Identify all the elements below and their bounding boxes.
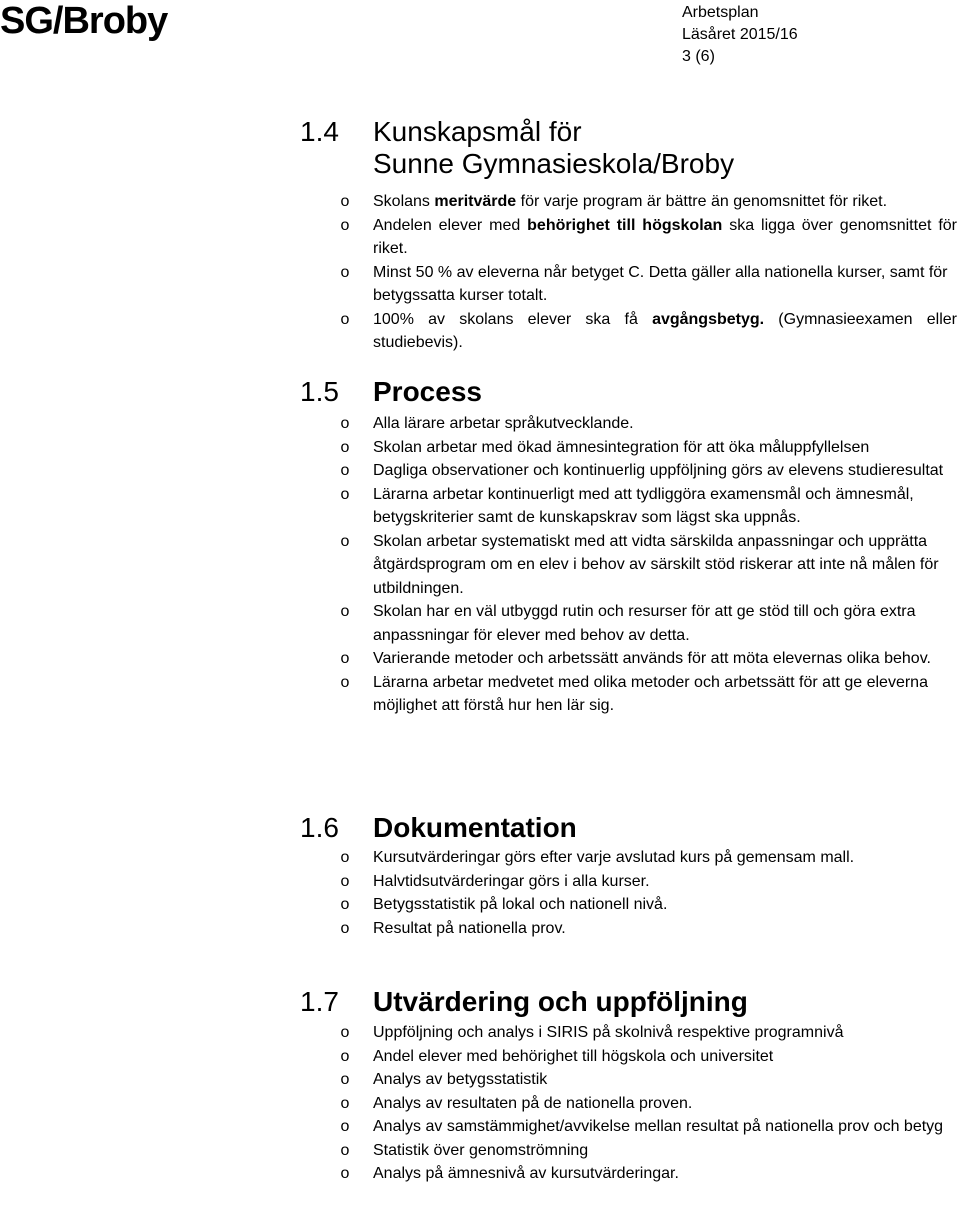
school-year: Läsåret 2015/16 xyxy=(682,26,798,43)
list-item: o Analys av resultaten på de nationella proven. xyxy=(0,1092,957,1116)
bullet-icon: o xyxy=(340,532,350,550)
page-number: 3 (6) xyxy=(682,48,715,65)
section-title-line2: Sunne Gymnasieskola/Broby xyxy=(373,148,735,179)
list-item: o Halvtidsutvärderingar görs i alla kurser. xyxy=(0,870,957,894)
list-item: o Resultat på nationella prov. xyxy=(0,917,957,941)
utvardering-list xyxy=(0,1021,957,1186)
list-item: o Skolan arbetar med ökad ämnesintegration för att öka måluppfyllelsen xyxy=(0,436,957,460)
list-item: o Andel elever med behörighet till högskola och universitet xyxy=(0,1045,957,1069)
bullet-icon: o xyxy=(340,872,350,890)
list-item: o Kursutvärderingar görs efter varje avslutad kurs på gemensam mall. xyxy=(0,846,957,870)
section-title-line1: Kunskapsmål för xyxy=(373,116,582,147)
school-logo: SG/Broby xyxy=(0,0,168,42)
list-item: o Lärarna arbetar kontinuerligt med att tydliggöra examensmål och ämnesmål, betygskriterier samt de kunskapskrav som lägst ska uppnås. xyxy=(0,483,957,530)
bullet-icon: o xyxy=(340,1024,350,1041)
list-item: o Varierande metoder och arbetssätt används för att möta elevernas olika behov. xyxy=(0,647,957,671)
section-title: Utvärdering och uppföljning xyxy=(373,986,748,1017)
process-list xyxy=(0,412,957,718)
list-item: o Statistik över genomströmning xyxy=(0,1139,957,1163)
bullet-icon: o xyxy=(340,438,350,456)
list-item: o Dagliga observationer och kontinuerlig uppföljning görs av elevens studieresultat xyxy=(0,459,957,483)
bullet-icon: o xyxy=(340,919,350,937)
bullet-icon: o xyxy=(340,849,350,866)
section-number: 1.6 xyxy=(300,812,339,843)
section-title: Process xyxy=(373,376,482,407)
list-item: o Betygsstatistik på lokal och nationell nivå. xyxy=(0,893,957,917)
doc-title: Arbetsplan xyxy=(682,4,759,21)
bullet-icon: o xyxy=(340,1118,350,1135)
bullet-icon: o xyxy=(340,263,350,281)
bullet-icon: o xyxy=(340,673,350,691)
bullet-icon: o xyxy=(340,462,350,479)
section-heading-dokumentation xyxy=(300,812,577,844)
bullet-icon: o xyxy=(340,603,350,620)
section-number: 1.5 xyxy=(300,376,339,407)
list-item: o Skolans meritvärde för varje program är bättre än genomsnittet för riket. xyxy=(0,190,957,214)
section-heading-kunskapsmal xyxy=(300,116,734,180)
list-item: o Andelen elever med behörighet till högskolan ska ligga över genomsnittet för riket. xyxy=(0,214,957,261)
bullet-icon: o xyxy=(340,1094,350,1112)
list-item: o Lärarna arbetar medvetet med olika metoder och arbetssätt för att ge eleverna möjlighet att förstå hur hen lär sig. xyxy=(0,671,957,718)
list-item: o Alla lärare arbetar språkutvecklande. xyxy=(0,412,957,436)
bullet-icon: o xyxy=(340,216,350,234)
bullet-icon: o xyxy=(340,650,350,667)
bullet-icon: o xyxy=(340,896,350,913)
bullet-icon: o xyxy=(340,485,350,503)
dokumentation-list xyxy=(0,846,957,940)
section-title: Dokumentation xyxy=(373,812,577,843)
bullet-icon: o xyxy=(340,310,350,328)
list-item: o Analys av samstämmighet/avvikelse mellan resultat på nationella prov och betyg xyxy=(0,1115,957,1139)
section-number: 1.4 xyxy=(300,116,339,147)
list-item: o Analys på ämnesnivå av kursutvärderingar. xyxy=(0,1162,957,1186)
section-heading-utvardering xyxy=(300,986,748,1018)
section-heading-process xyxy=(300,376,482,408)
document-header xyxy=(682,2,798,68)
list-item: o Analys av betygsstatistik xyxy=(0,1068,957,1092)
bullet-icon: o xyxy=(340,1047,350,1065)
section-number: 1.7 xyxy=(300,986,339,1017)
list-item: o 100% av skolans elever ska få avgångsbetyg. (Gymnasieexamen eller studiebevis). xyxy=(0,308,957,355)
kunskapsmal-list xyxy=(0,190,957,355)
list-item: o Skolan arbetar systematiskt med att vidta särskilda anpassningar och upprätta åtgärdsprogram om en elev i behov av särskilt stöd riskerar att inte nå målen för utbildningen. xyxy=(0,530,957,601)
bullet-icon: o xyxy=(340,1141,350,1159)
list-item: o Skolan har en väl utbyggd rutin och resurser för att ge stöd till och göra extra anpassningar för elever med behov av detta. xyxy=(0,600,957,647)
list-item: o Minst 50 % av eleverna når betyget C. Detta gäller alla nationella kurser, samt för betygssatta kurser totalt. xyxy=(0,261,957,308)
bullet-icon: o xyxy=(340,193,350,210)
bullet-icon: o xyxy=(340,415,350,432)
bullet-icon: o xyxy=(340,1071,350,1088)
list-item: o Uppföljning och analys i SIRIS på skolnivå respektive programnivå xyxy=(0,1021,957,1045)
bullet-icon: o xyxy=(340,1165,350,1182)
